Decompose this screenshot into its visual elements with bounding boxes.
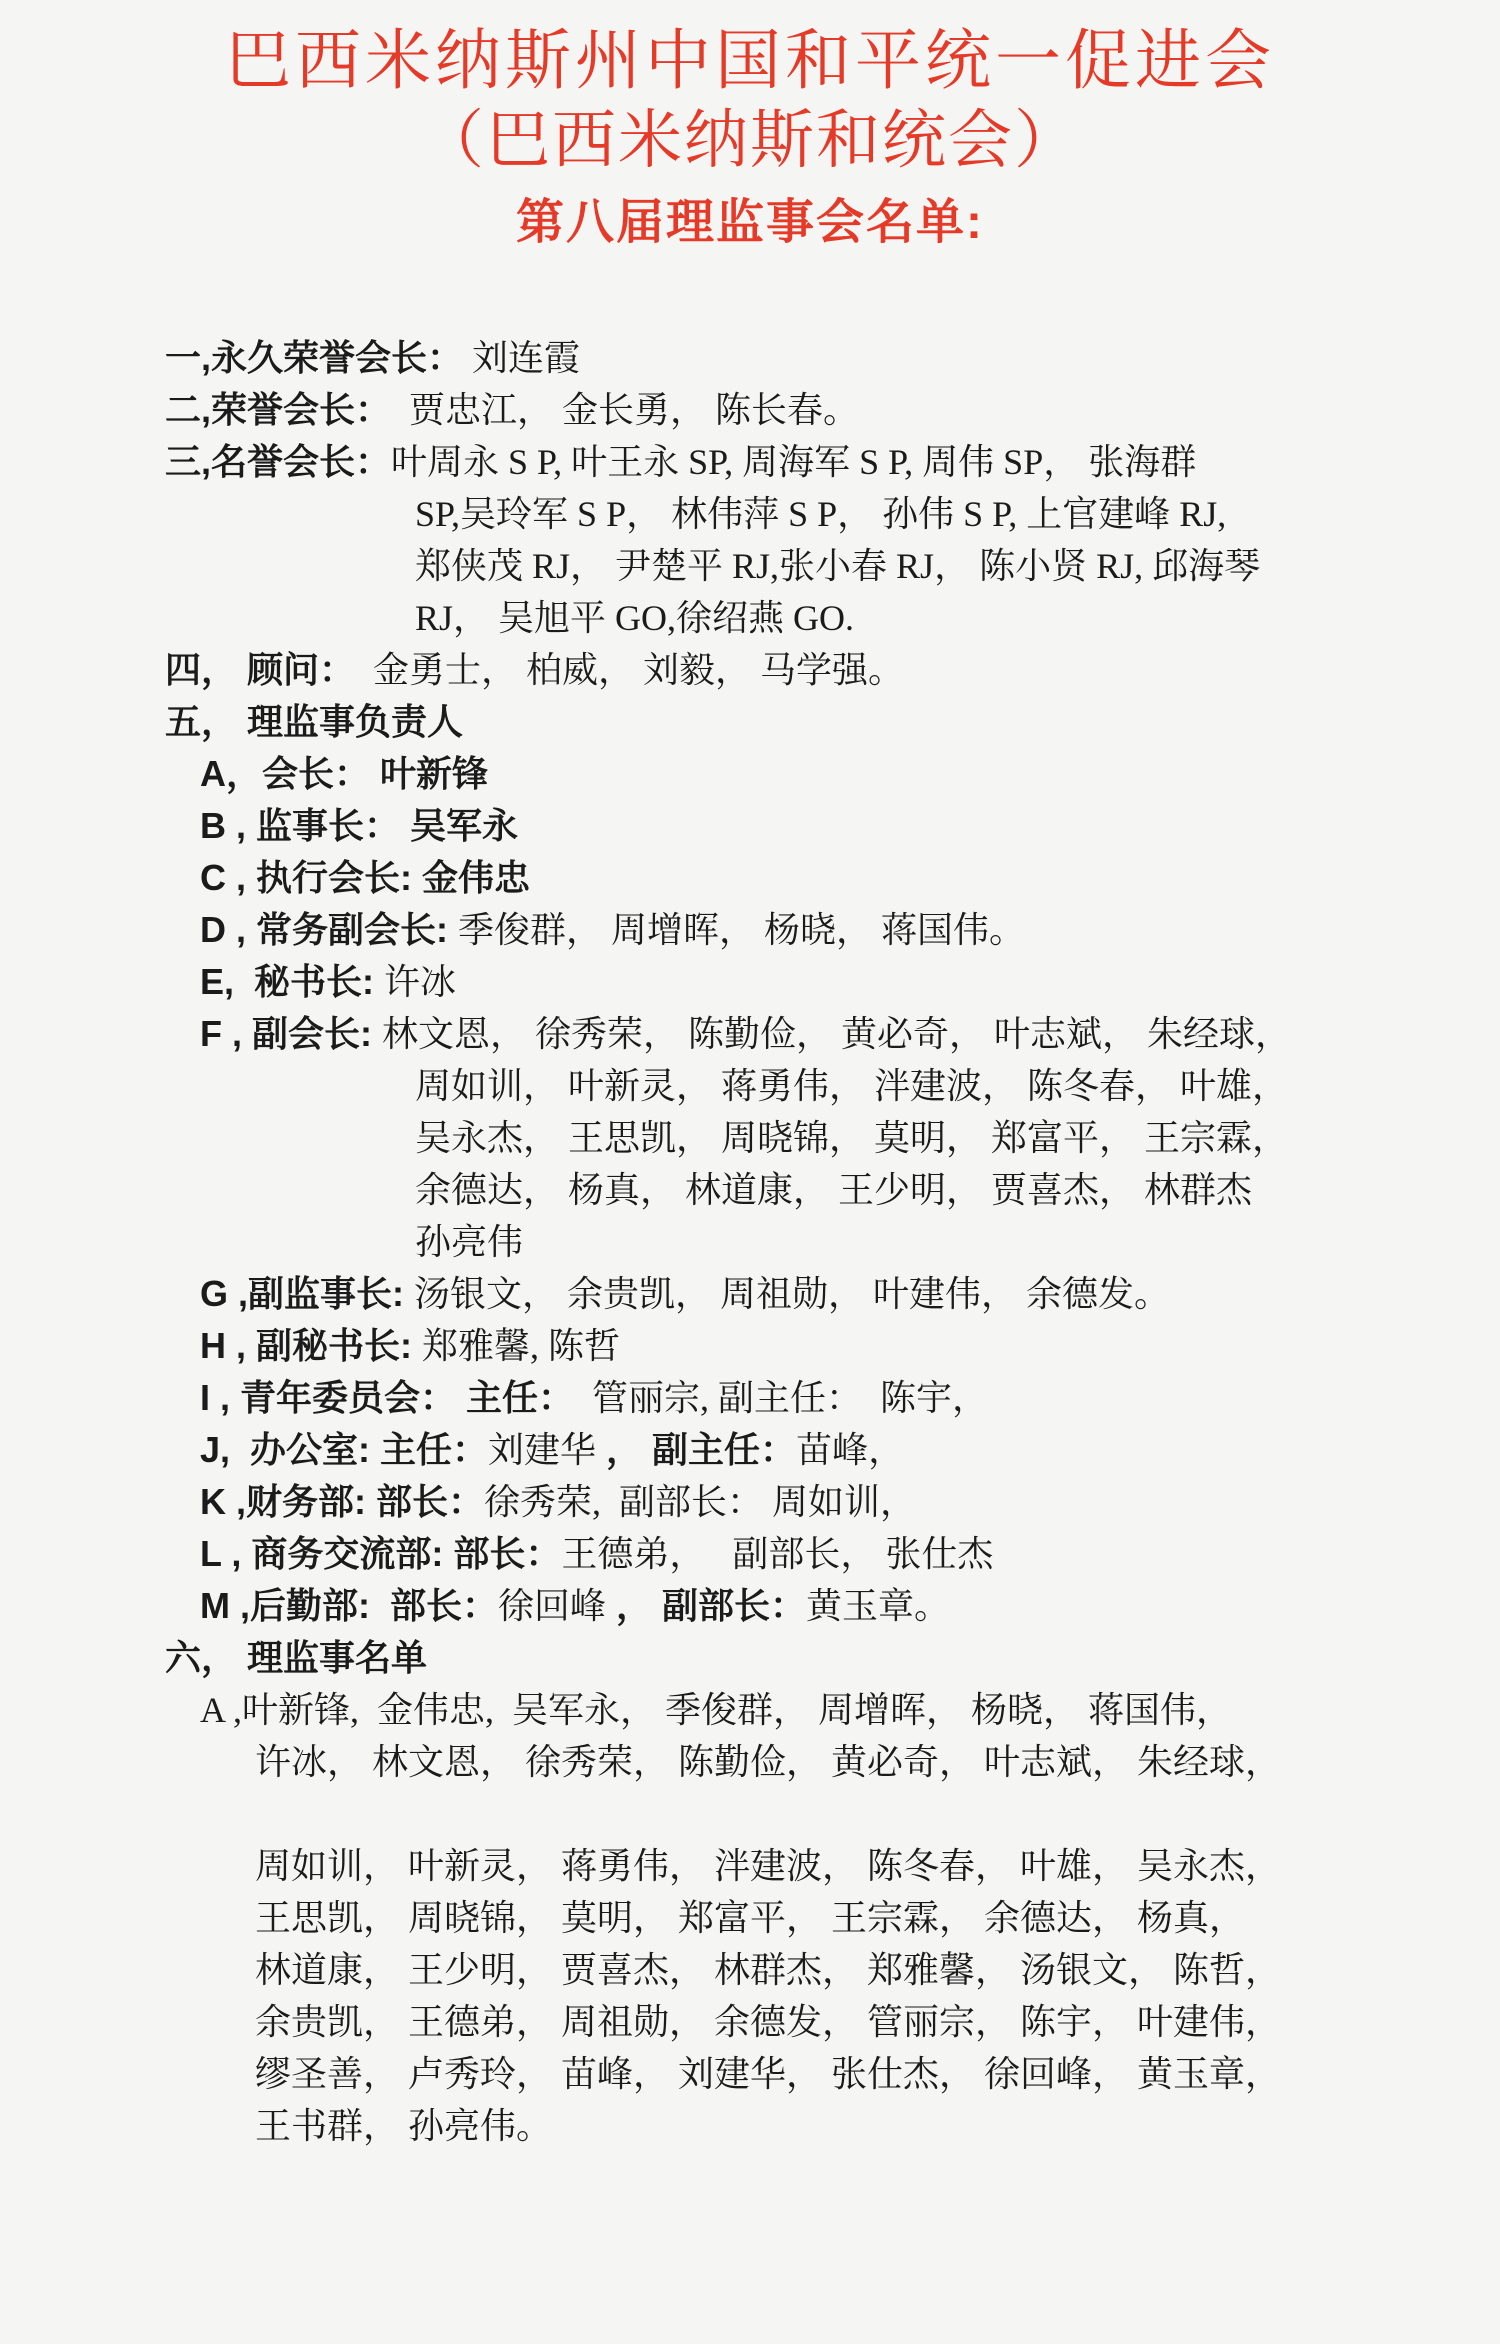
- text-segment: 管丽宗, 副主任： 陈宇，: [574, 1378, 989, 1418]
- text-segment: 季俊群， 周增晖， 杨晓， 蒋国伟。: [458, 910, 1026, 950]
- text-line: [415, 1112, 1430, 1164]
- text-line: [415, 592, 1430, 644]
- label-segment: K ,财务部: 部长：: [200, 1481, 484, 1522]
- text-segment: 刘连霞: [463, 338, 581, 378]
- text-line: [200, 1684, 1430, 1736]
- text-line: [200, 1580, 1430, 1632]
- text-segment: 贾忠江， 金长勇， 陈长春。: [391, 390, 860, 430]
- text-segment: 周如训， 叶新灵， 蒋勇伟， 泮建波， 陈冬春， 叶雄， 吴永杰，: [255, 1846, 1282, 1886]
- text-segment: 金勇士， 柏威， 刘毅， 马学强。: [355, 650, 905, 690]
- text-line: [255, 1996, 1430, 2048]
- section-heading: 第八届理监事会名单:: [516, 196, 984, 249]
- text-segment: 刘建华: [488, 1430, 597, 1470]
- text-line: [200, 956, 1430, 1008]
- text-line: [255, 1892, 1430, 1944]
- text-segment: 余德达， 杨真， 林道康， 王少明， 贾喜杰， 林群杰: [415, 1170, 1253, 1210]
- label-segment: C , 执行会长: 金伟忠: [200, 857, 530, 898]
- label-segment: G ,副监事长:: [200, 1273, 414, 1314]
- text-line: [255, 2100, 1430, 2152]
- text-line: [415, 1164, 1430, 1216]
- text-line: [200, 852, 1430, 904]
- label-segment: L , 商务交流部: 部长：: [200, 1533, 562, 1574]
- label-segment: E, 秘书长:: [200, 961, 385, 1002]
- label-segment: B , 监事长： 吴军永: [200, 805, 519, 846]
- text-line: [200, 1476, 1430, 1528]
- text-line: [200, 1424, 1430, 1476]
- text-line: [165, 384, 1430, 436]
- text-line: [200, 904, 1430, 956]
- label-segment: 一,永久荣誉会长：: [165, 337, 464, 378]
- text-segment: 汤银文， 余贵凯， 周祖勋， 叶建伟， 余德发。: [414, 1274, 1171, 1314]
- label-segment: F , 副会长:: [200, 1013, 382, 1054]
- text-segment: 苗峰，: [796, 1430, 905, 1470]
- text-line: [200, 1320, 1430, 1372]
- document-body: [165, 332, 1430, 2152]
- text-line: [165, 644, 1430, 696]
- text-line: [200, 748, 1430, 800]
- text-line: [200, 1268, 1430, 1320]
- label-segment: D , 常务副会长:: [200, 909, 458, 950]
- text-segment: 周如训， 叶新灵， 蒋勇伟， 泮建波， 陈冬春， 叶雄，: [415, 1066, 1289, 1106]
- text-segment: 黄玉章。: [806, 1586, 951, 1626]
- text-segment: 徐秀荣, 副部长： 周如训，: [484, 1482, 917, 1522]
- text-line: [255, 1736, 1430, 1788]
- document-title-line2: （巴西米纳斯和统会）: [420, 105, 1080, 176]
- label-segment: ， 副部长：: [606, 1585, 807, 1626]
- text-line: [200, 1528, 1430, 1580]
- label-segment: 四， 顾问：: [165, 649, 356, 690]
- label-segment: A，会长： 叶新锋: [200, 753, 489, 794]
- label-segment: I , 青年委员会： 主任：: [200, 1377, 575, 1418]
- text-line: [255, 2048, 1430, 2100]
- text-segment: 许冰， 林文恩， 徐秀荣， 陈勤俭， 黄必奇， 叶志斌， 朱经球，: [255, 1742, 1282, 1782]
- text-segment: 叶周永 S P, 叶王永 SP, 周海军 S P, 周伟 SP， 张海群: [391, 442, 1197, 482]
- text-segment: 吴永杰， 王思凯， 周晓锦， 莫明， 郑富平， 王宗霖，: [415, 1118, 1289, 1158]
- text-line: [415, 540, 1430, 592]
- text-segment: 许冰: [384, 962, 457, 1002]
- text-segment: 郑侠茂 RJ， 尹楚平 RJ,张小春 RJ， 陈小贤 RJ, 邱海琴: [415, 546, 1261, 586]
- text-segment: A ,叶新锋, 金伟忠, 吴军永， 季俊群， 周增晖， 杨晓， 蒋国伟，: [200, 1690, 1233, 1730]
- text-segment: 郑雅馨, 陈哲: [422, 1326, 621, 1366]
- text-line: [255, 1840, 1430, 1892]
- label-segment: 五， 理监事负责人: [165, 701, 464, 742]
- text-line: [255, 1944, 1430, 1996]
- text-line: [165, 332, 1430, 384]
- text-segment: 余贵凯， 王德弟， 周祖勋， 余德发， 管丽宗， 陈宇， 叶建伟，: [255, 2002, 1282, 2042]
- text-segment: 王德弟， 副部长， 张仕杰: [561, 1534, 994, 1574]
- text-segment: 孙亮伟: [415, 1222, 524, 1262]
- text-line: [415, 488, 1430, 540]
- text-line: [415, 1060, 1430, 1112]
- text-line: [200, 1372, 1430, 1424]
- text-segment: 徐回峰: [498, 1586, 607, 1626]
- text-segment: SP,吴玲军 S P， 林伟萍 S P， 孙伟 S P, 上官建峰 RJ,: [415, 494, 1227, 534]
- label-segment: M ,后勤部: 部长：: [200, 1585, 498, 1626]
- text-line: [415, 1216, 1430, 1268]
- text-segment: 林道康， 王少明， 贾喜杰， 林群杰， 郑雅馨， 汤银文， 陈哲，: [255, 1950, 1282, 1990]
- document-title-line1: 巴西米纳斯州中国和平统一促进会: [225, 25, 1275, 98]
- label-segment: 六， 理监事名单: [165, 1637, 428, 1678]
- label-segment: ， 副主任：: [596, 1429, 797, 1470]
- text-segment: 林文恩， 徐秀荣， 陈勤俭， 黄必奇， 叶志斌， 朱经球，: [382, 1014, 1292, 1054]
- label-segment: 三,名誉会长：: [165, 441, 392, 482]
- text-segment: RJ， 吴旭平 GO,徐绍燕 GO.: [415, 598, 855, 638]
- label-segment: 二,荣誉会长：: [165, 389, 392, 430]
- text-segment: 王思凯， 周晓锦， 莫明， 郑富平， 王宗霖， 余德达， 杨真，: [255, 1898, 1246, 1938]
- label-segment: H , 副秘书长:: [200, 1325, 422, 1366]
- text-line: [165, 1632, 1430, 1684]
- text-line: [165, 696, 1430, 748]
- text-segment: 缪圣善， 卢秀玲， 苗峰， 刘建华， 张仕杰， 徐回峰， 黄玉章，: [255, 2054, 1282, 2094]
- text-line: [200, 1008, 1430, 1060]
- text-segment: 王书群， 孙亮伟。: [255, 2106, 553, 2146]
- text-line: [165, 436, 1430, 488]
- label-segment: J, 办公室: 主任：: [200, 1429, 489, 1470]
- text-line: [200, 800, 1430, 852]
